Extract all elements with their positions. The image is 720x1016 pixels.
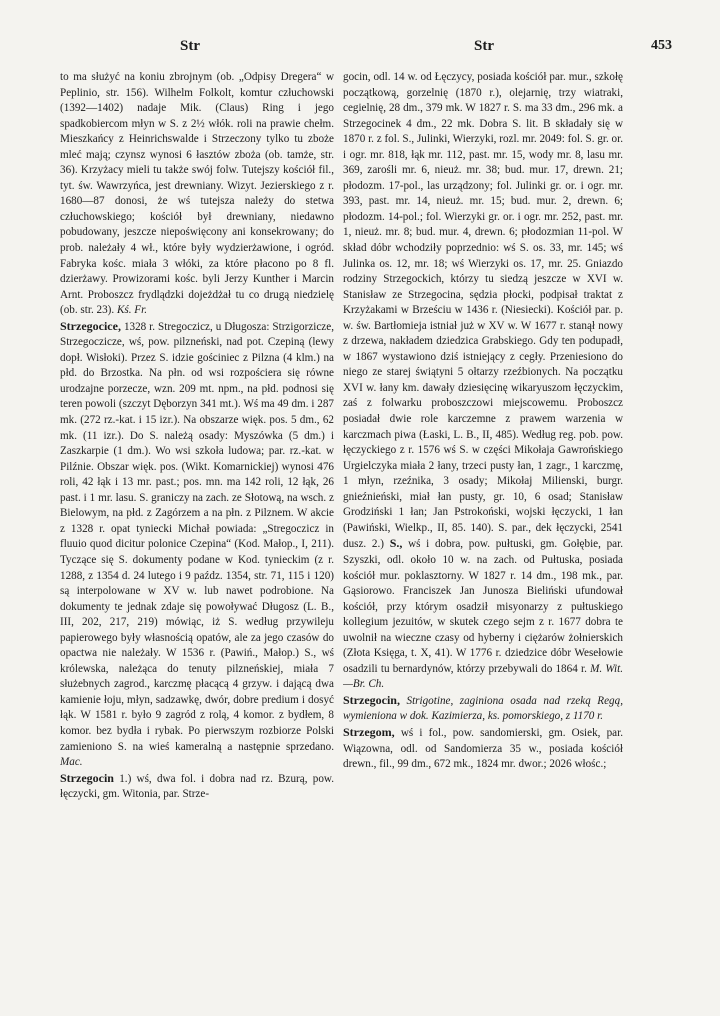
left-running-head: Str (180, 38, 200, 54)
left-column (60, 70, 334, 980)
entry-text: 1.) wś, dwa fol. i dobra nad rz. Bzurą, pow. łęczycki, gm. Witonia, par. Strze- (60, 772, 334, 801)
right-running-head: Str (474, 38, 494, 54)
page-number: 453 (651, 38, 672, 53)
entry-text: wś i dobra, pow. pułtuski, gm. Gołębie, par. Szyszki, odl. około 10 w. na zach. od Pułtuska, posiada kościół mur. poklasztorny. W 1827 r. 14 dm., 198 mk., par. Gąsiorowo. Franciszek Jan Junosza Bieliński ufundował kościół, przy którym osadził misyonarzy z pułtuskiego kollegium jezuitów, w skutek czego sejm z r. 1677 dobra te uwolnił na wieczne czasy od hyberny i ciężarów żołnierskich (Złota Księga, t. X, 41). W 1776 r. dziedzice dóbr Wesełowie osadzili tu bernardynów, którzy przebywali do 1864 r. (343, 538, 623, 675)
entry-strzegocice (60, 319, 334, 771)
entry-headword: Strzegocin (60, 770, 114, 785)
entry-text: wś i fol., pow. sandomierski, gm. Osiek, par. Wiązowna, odl. od Sandomierza 35 w., posiada kościół drewn., fil., 99 dm., 672 mk., 1824 mr. dwor.; 2026 włośc.; (343, 726, 623, 771)
entry-text: to ma służyć na koniu zbrojnym (ob. „Odpisy Dregera“ w Peplinio, str. 156). Wilhelm Folkolt, komtur człuchowski (1392—1402) nadaje Mik. (Claus) Ring i jego spadkobiercom młyn w S. z 2½ włók. roli na prawie chełm. Mieszkańcy z Heinrichswalde i Strzeczony tylko tu zboże mleć mają; czynsz wynosi 6 łasztów zboża (ob. tamże, str. 36). Krzyżacy mieli tu także swój folw. Tutejszy kościół fil., tyt. św. Wawrzyńca, jest drewniany. Wizyt. Jezierskiego z r. 1680—87 donosi, że wś tutejsza należy do stetwa człuchowskiego; kościół był drewniany, niedawno pobudowany, jeszcze niepoświęcony ani konsekrowany; do prob. należały 4 wł., które były wydzierżawione, i ogród. Fabryka kośc. miała 3 włóki, za które płacono po 8 fl. dzierżawy. Prowizorami kośc. byli Jerzy Kunther i Marcin Arnt. Proboszcz frydlądzki dojeżdżał tu co drugą niedzielę (ob. str. 23). (60, 71, 334, 317)
entry-strzegom (343, 725, 623, 773)
entry-continuation (343, 70, 623, 693)
entry-continuation (60, 70, 334, 319)
entry-strzegocin-pomorze (343, 693, 623, 725)
right-column (343, 70, 623, 980)
entry-text: Strigotine, zaginiona osada nad rzeką Regą, wymieniona w dok. Kazimierza, ks. pomorskiego, z 1170 r. (343, 694, 623, 723)
entry-text: gocin, odl. 14 w. od Łęczycy, posiada kościół par. mur., szkołę początkową, gorzelnię (1870 r.), olejarnię, trzy wiatraki, cegielnię, 28 dm., 379 mk. W 1827 r. S. ma 33 dm., 296 mk. a Strzegocinek 4 dm., 22 mk. Dobra S. lit. B składały się w 1870 r. z fol. S., Julinki, Wierzyki, rozl. mr. 2049: fol. S. gr. or. i ogr. mr. 818, łąk mr. 112, past. mr. 15, wody mr. 8, lasu mr. 369, zarośli mr. 6, nieuż. mr. 38; bud. mur. 17, drewn. 21; płodozm. 17-pol., las urządzony; fol. Julinki gr. or. i ogr. mr. 393, past. mr. 14, nieuż. mr. 15; bud. mur. 2, drewn. 6; płodozm. 14-pol.; fol. Wierzyki gr. or. i ogr. mr. 252, past. mr. 1, nieuż. mr. 8; bud. mur. 4, drewn. 6; płodozmian 11-pol. W skład dóbr wchodziły poprzednio: wś S. os. 33, mr. 145; wś Julinka os. 12, mr. 18; wś Wierzyki os. 17, mr. 25. Gniazdo rodziny Strzegockich, którzy tu siedzą jeszcze w XVI w. Stanisław ze Strzegocina, sędzia płocki, podpisał traktat z Krzyżakami w Brześciu w 1436 r. (Niesiecki). Kościół par. p. w. św. Bartłomieja istniał już w XV w. W 1677 r. stanął nowy z drzewa, nakładem dziedzica Grabskiego. Gdy ten podupadł, w 1867 wystawiono dziś istniejący z cegły. Przeniesiono do niego ze starej świątyni 5 ołtarzy rzeźbionych. Na początku XVI w. łany km. dawały dziesięcinę wikaryuszom łęczyckim, zaś z folwarku proboszczowi miejscowemu. Proboszcz posiadał dwie role karczemne z prawem warzenia w karczmach piwa (Łaski, L. B., II, 485). Według reg. pob. pow. łęczyckiego z r. 1576 wś S. w części Mikołaja Gawrońskiego Urgielczyka miała 2 łany, trzeci pusty łan, 1 zagr., 1 karczmę, 1 młyn, rzeźnika, 3 osady; Mikołaj Milienski, burgr. gnieźnieński, miał łan pusty, gr. 10, 6 osad; Stanisław Grodziński 1 łan; Jan Pstrokoński, wojski łęczycki, 1 łan (Pawiński, Wielkp., II, 85. 140). S. par., dek łęczycki, 2541 dusz. (343, 71, 623, 551)
entry-headword: S., (389, 536, 403, 551)
entry-strzegocin-1 (60, 771, 334, 803)
entry-headword: Strzegocin, (343, 692, 400, 707)
entry-signature: M. Wit.—Br. Ch. (343, 662, 623, 691)
entry-headword: Strzegocice, (60, 318, 121, 333)
entry-signature: Kś. Fr. (116, 304, 147, 317)
page-header (48, 38, 672, 58)
entry-subprefix: 2.) (371, 538, 390, 551)
entry-signature: Mac. (60, 756, 83, 769)
entry-headword: Strzegom, (343, 724, 395, 739)
entry-text: 1328 r. Stregoczicz, u Długosza: Strzigorzicze, Strzegoczicze, wś, pow. pilzneński, nad pot. Czepiną (lewy dopł. Wisłoki). Przez S. idzie gościniec z Pilzna (4 klm.) na płd. do Brzostka. Na płn. od wsi rozpościera się równe urodzajne porzecze, wzn. 209 mt. npm., na płd. podnosi się teren powoli (szczyt Dęborzyn 341 mt.). Wś ma 49 dm. i 287 mk. (272 rz.-kat. i 15 izr.). Na obszarze więk. pos. 5 dm., 62 mk. (11 izr.). Do S. należą osady: Myszówka (5 dm.) i Zaszkarpie (1 dm.). Wo wsi szkoła ludowa; par. rz.-kat. w Pilźnie. Obszar więk. pos. (Wikt. Komarnickiej) wynosi 476 roli, 42 łąk i 13 mr. past.; pos. mn. ma 142 roli, 12 łąk, 26 past. i 1 mr. lasu. S. graniczy na zach. ze Słotową, na wsch. z Bielowym, na płd. z Zagórzem a na płn. z Pilznem. W akcie z 1328 r. opat tyniecki Michał powiada: „Stregoczicz in fluuio quod dicitur polonice Czepina“ (Kod. Małop., I, 211). Tyczące się S. dokumenty podane w Kod. tynieckim (z r. 1288, z 1354 d. 24 lutego i 9 paźdz. 1354, str. 71, 115 i 120) są interpolowane w XV w. lub nawet podrobione. Na dokumenty te jednak zdaje się powoływać Długosz (L. B., III, 202, 217, 219) mówiąc, iż S. według przywileju papierowego były własnością opatów, ale za jego czasów do opactwa nie należały. W 1536 r. (Pawiń., Małop.) S., wś królewska, należąca do tenuty pilzneńskiej, miała 7 służebnych zagrod., karczmę płacącą 4 grzyw. i dającą dwa kamienie łoju, młyn, sadzawkę, dwór, dobre predium i dosyć łąk. W 1581 r. było 9 zagród z rolą, 4 komor. z bydłem, 8 komor. bez bydła i rybak. Po pierwszym rozbiorze Polski zamieniono S. na wieś kameralną a następnie sprzedano. (60, 320, 334, 753)
